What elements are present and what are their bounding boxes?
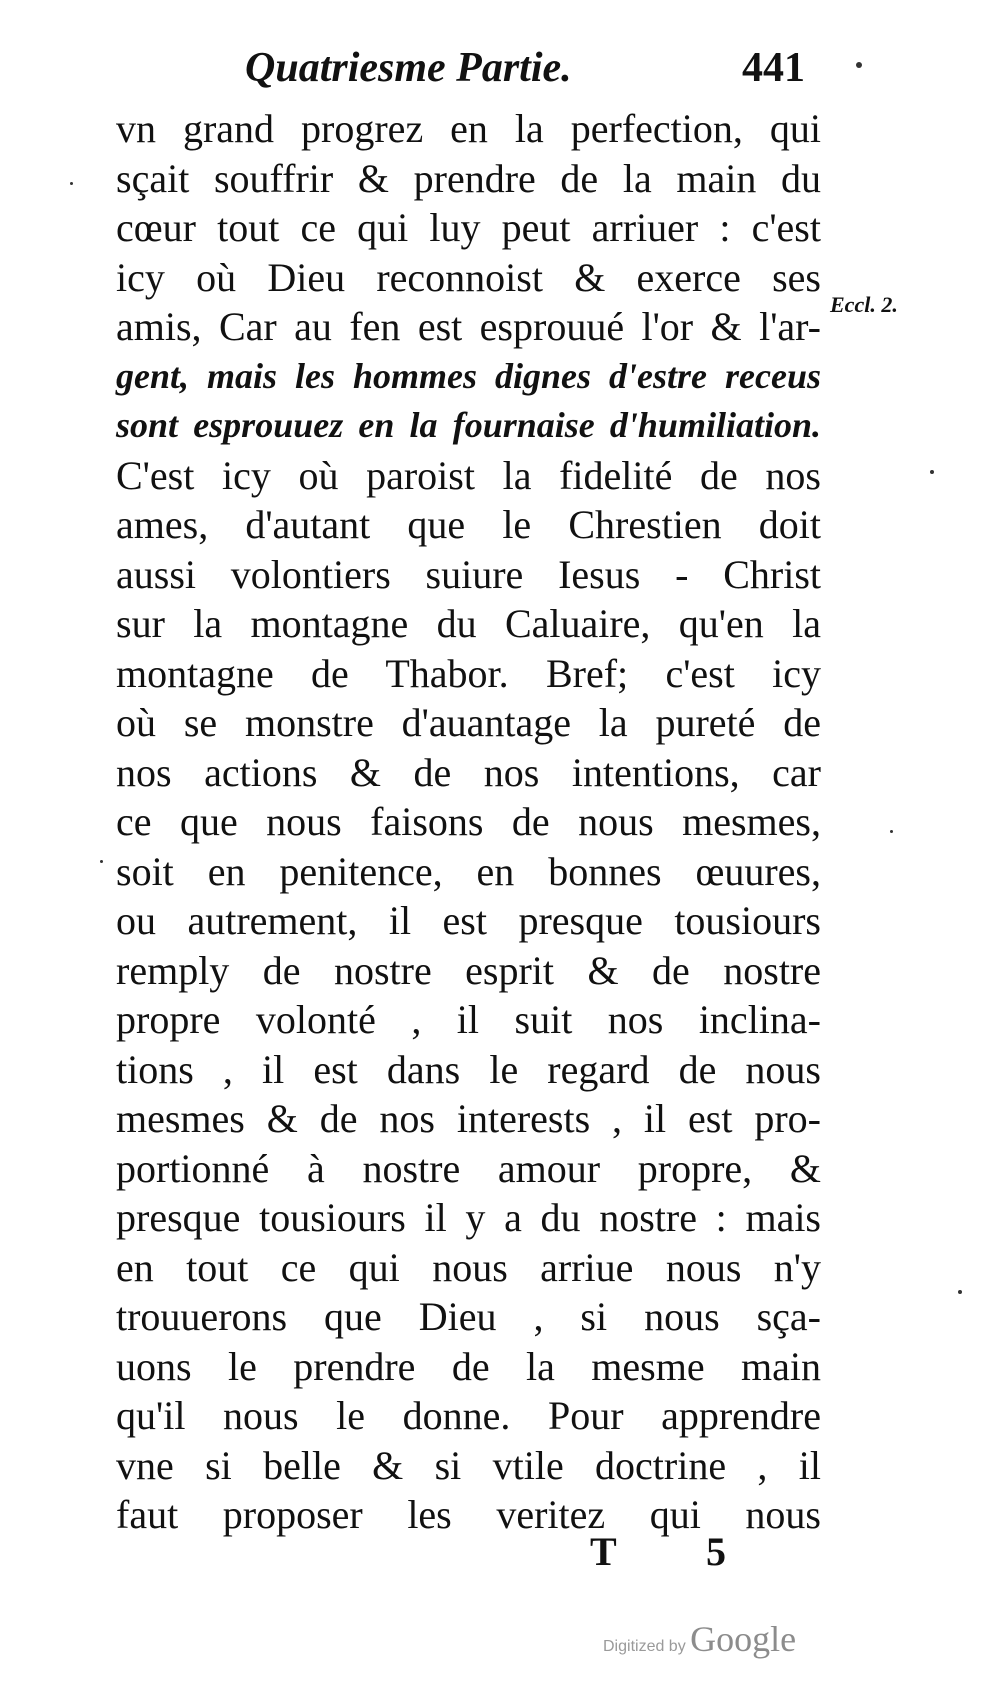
text-line: qu'il nous le donne. Pour apprendre xyxy=(116,1393,821,1438)
page-number: 441 xyxy=(742,45,805,91)
text-line: en tout ce qui nous arriue nous n'y xyxy=(116,1244,821,1290)
text-line: vne si belle & si vtile doctrine , il xyxy=(116,1442,821,1488)
body-text xyxy=(116,104,821,1540)
ink-speck xyxy=(856,62,862,68)
text-line: vn grand progrez en la perfection, qui xyxy=(116,106,821,151)
text-line: nos actions & de nos intentions, car xyxy=(116,749,821,795)
text-line: soit en penitence, en bonnes œuures, xyxy=(116,848,821,894)
text-line: mesmes & de nos interests , il est pro- xyxy=(116,1096,821,1141)
margin-citation: Eccl. 2. xyxy=(830,292,898,317)
ink-speck xyxy=(958,1290,962,1294)
text-line: trouuerons que Dieu , si nous sça- xyxy=(116,1294,821,1339)
text-line: sçait souffrir & prendre de la main du xyxy=(116,155,821,201)
text-line: icy où Dieu reconnoist & exerce ses xyxy=(116,254,821,300)
text-line: presque tousiours il y a du nostre : mais xyxy=(116,1195,821,1240)
ink-speck xyxy=(70,182,73,185)
text-line: uons le prendre de la mesme main xyxy=(116,1343,821,1389)
text-line: propre volonté , il suit nos inclina- xyxy=(116,997,821,1042)
text-line: portionné à nostre amour propre, & xyxy=(116,1145,821,1191)
text-line: amis, Car au fen est esprouué l'or & l'ar- xyxy=(116,304,821,349)
text-line: ames, d'autant que le Chrestien doit xyxy=(116,502,821,547)
text-line: ce que nous faisons de nous mesmes, xyxy=(116,799,821,844)
text-line: montagne de Thabor. Bref; c'est icy xyxy=(116,650,821,696)
text-line: remply de nostre esprit & de nostre xyxy=(116,947,821,993)
text-line-italic: sont esprouuez en la fournaise d'humiliation. xyxy=(116,405,821,445)
text-line: C'est icy où paroist la fidelité de nos xyxy=(116,452,821,498)
ink-speck xyxy=(930,470,934,474)
signature-mark: T 5 xyxy=(590,1529,766,1574)
ink-speck xyxy=(100,860,103,863)
digitization-watermark xyxy=(603,1618,796,1660)
text-line: cœur tout ce qui luy peut arriuer : c'est xyxy=(116,205,821,250)
text-line: sur la montagne du Caluaire, qu'en la xyxy=(116,601,821,646)
ink-speck xyxy=(890,830,893,833)
text-line: aussi volontiers suiure Iesus - Christ xyxy=(116,551,821,597)
running-title: Quatriesme Partie. xyxy=(245,45,572,91)
text-line: où se monstre d'auantage la pureté de xyxy=(116,700,821,745)
text-line-italic: gent, mais les hommes dignes d'estre receus xyxy=(116,355,821,396)
text-line: tions , il est dans le regard de nous xyxy=(116,1046,821,1092)
google-logo: Google xyxy=(690,1619,797,1659)
text-line: ou autrement, il est presque tousiours xyxy=(116,898,821,943)
text-line: faut proposer les veritez qui nous xyxy=(116,1492,821,1537)
watermark-prefix: Digitized by xyxy=(603,1638,686,1655)
